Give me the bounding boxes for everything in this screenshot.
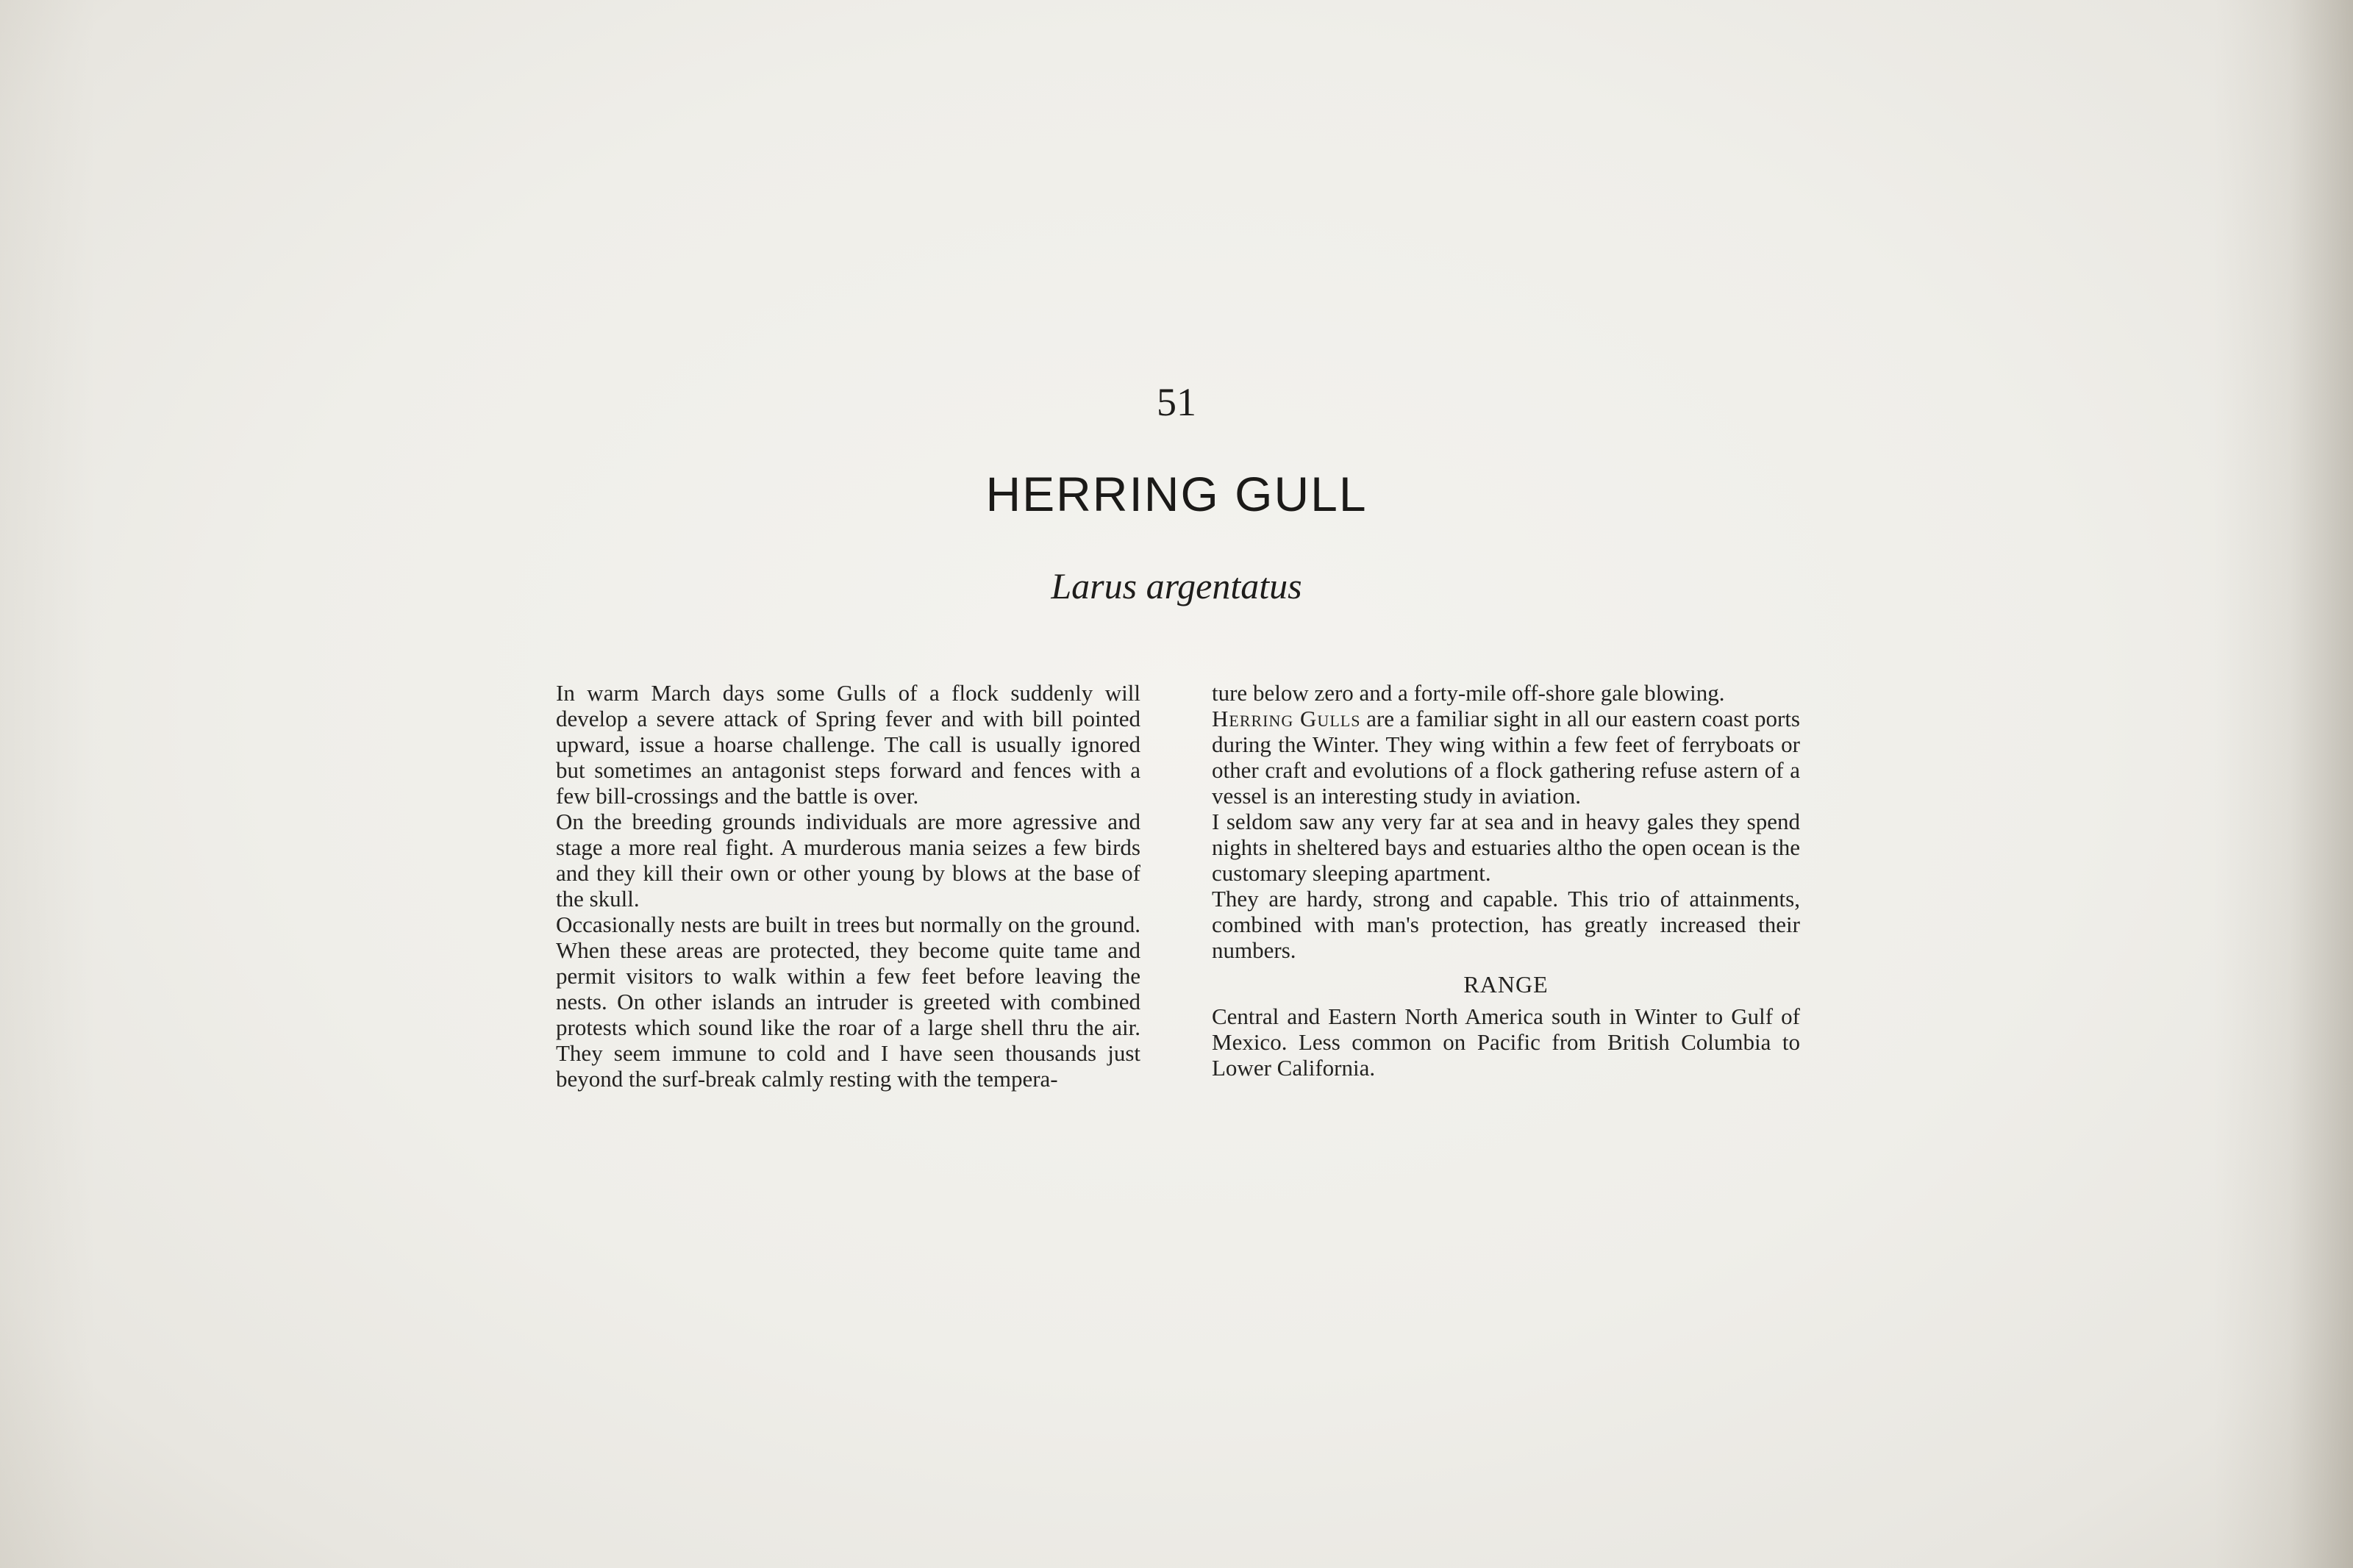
paragraph-breeding-grounds: On the breeding grounds individuals are more agressive and stage a more real fight. A murderous mania seizes a few birds and they kill their own or other young by blows at the base of the skull.	[556, 809, 1140, 912]
paragraph-hardy: They are hardy, strong and capable. This trio of attainments, combined with man's protection, has greatly increased their numbers.	[1212, 886, 1800, 963]
paragraph-continuation: ture below zero and a forty-mile off-shore gale blowing.	[1212, 680, 1725, 706]
scientific-name: Larus argentatus	[1051, 565, 1302, 606]
text-column-right	[1212, 680, 1800, 1081]
page-edge-shadow-left	[0, 0, 96, 1568]
page-title: HERRING GULL	[985, 467, 1368, 521]
paragraph-gales: I seldom saw any very far at sea and in heavy gales they spend nights in sheltered bays and estuaries altho the open ocean is the customary sleeping apartment.	[1212, 809, 1800, 886]
paragraph-nests: Occasionally nests are built in trees but normally on the ground. When these areas are protected, they become quite tame and permit visitors to walk within a few feet before leaving the nests. On other islands an intruder is greeted with combined protests which sound like the roar of a large shell thru the air. They seem immune to cold and I have seen thousands just beyond the surf-break calmly resting with the tempera-	[556, 912, 1140, 1092]
species-lead-in: Herring Gulls	[1212, 706, 1361, 731]
page-number: 51	[1157, 380, 1196, 424]
page-edge-shadow-right	[2213, 0, 2353, 1568]
range-heading: RANGE	[1463, 971, 1549, 998]
text-column-left	[556, 680, 1140, 1092]
paragraph-winter-ports-text: are a familiar sight in all our eastern coast ports during the Winter. They wing within a few feet of ferryboats or other craft and evolutions of a flock gathering refuse astern of a vessel is an interesting study in aviation.	[1212, 706, 1800, 809]
range-text: Central and Eastern North America south in Winter to Gulf of Mexico. Less common on Pacific from British Columbia to Lower California.	[1212, 1003, 1800, 1081]
paragraph-winter-ports	[1212, 706, 1800, 809]
paragraph-spring-fever: In warm March days some Gulls of a flock suddenly will develop a severe attack of Spring fever and with bill pointed upward, issue a hoarse challenge. The call is usually ignored but sometimes an antagonist steps forward and fences with a few bill-crossings and the battle is over.	[556, 680, 1140, 809]
